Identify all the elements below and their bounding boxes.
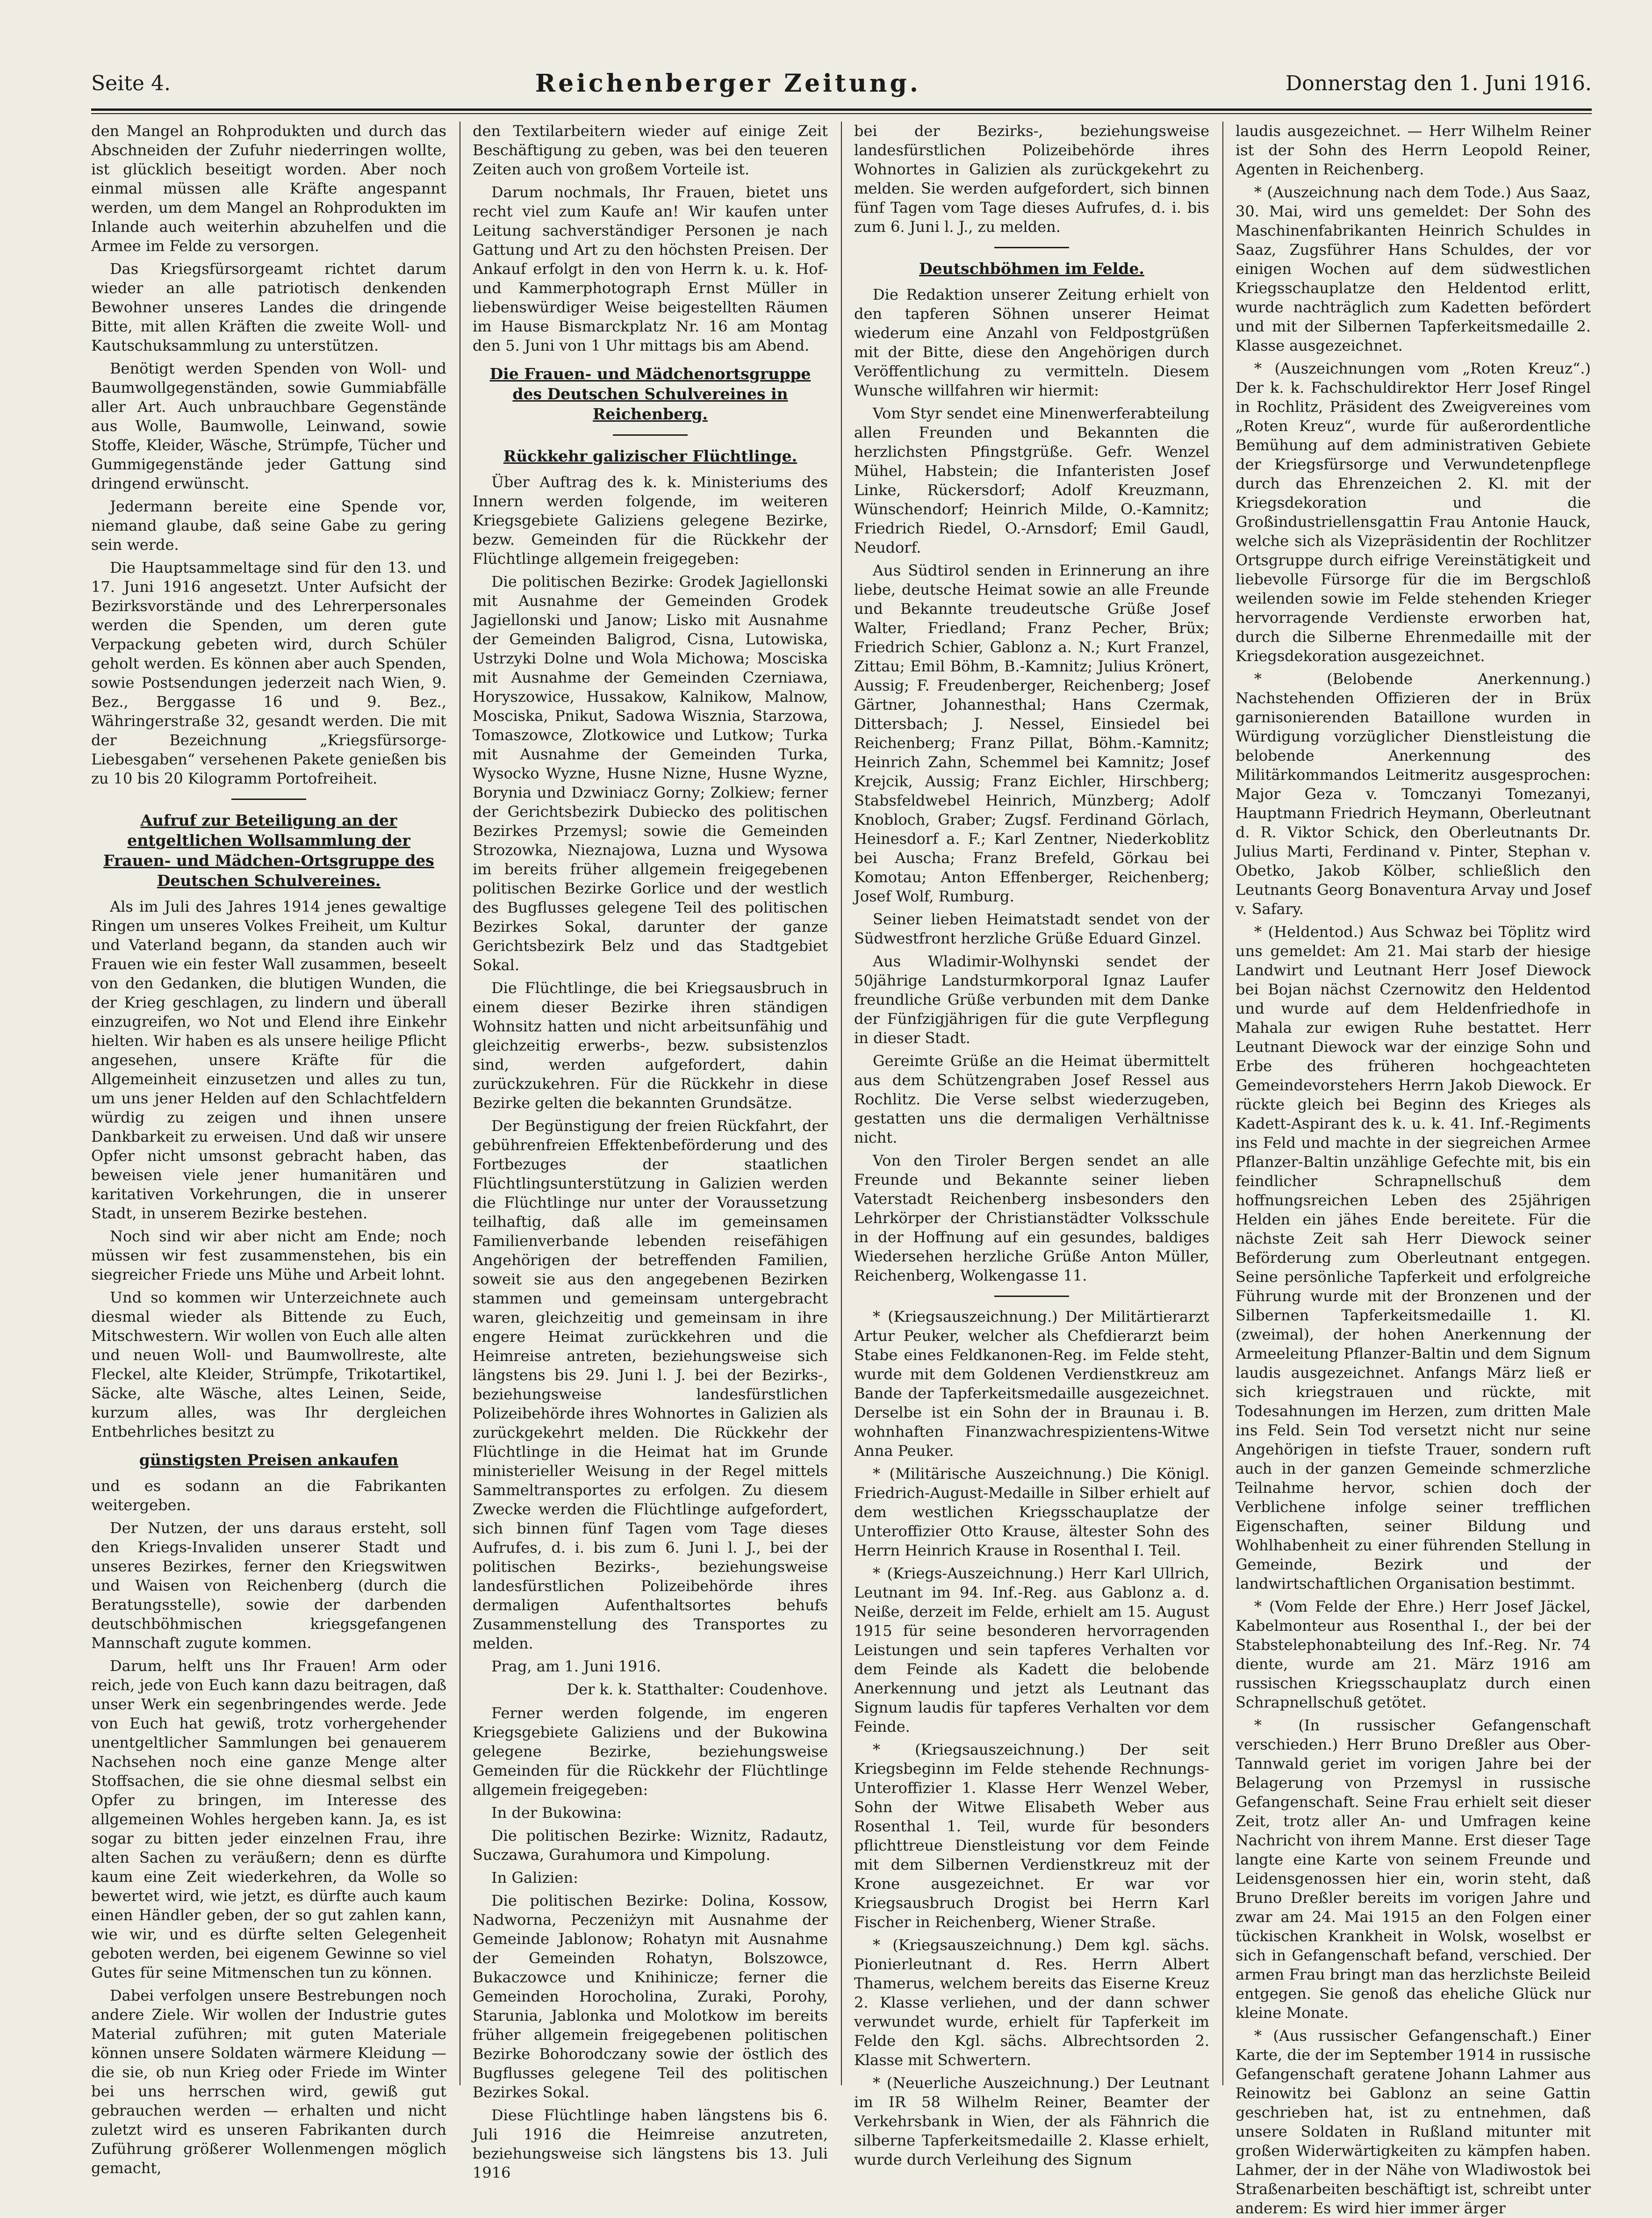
- paragraph: Als im Juli des Jahres 1914 jenes gewaltige Ringen um unseres Volkes Freiheit, um Kultur und Vaterland begann, da standen auch wir Frauen wie ein fester Wall zusammen, beseelt von den Gedanken, die blutigen Wunden, die der Krieg geschlagen, zu lindern und überall einzugreifen, wo Not und Elend ihre Einkehr hielten. Wir haben es als unsere heilige Pflicht angesehen, unsere Kräfte für die Allgemeinheit einzusetzen und alles zu tun, um uns jener Helden auf den Schlachtfeldern würdig zu zeigen und ihnen unsere Dankbarkeit zu erweisen. Und daß wir unsere Opfer nicht umsonst gebracht haben, das beweisen viele jener humanitären und karitativen Vorkehrungen, die in unserer Stadt, in unserem Bezirke bestehen.: [91, 898, 446, 1222]
- paragraph: Das Kriegsfürsorgeamt richtet darum wieder an alle patriotisch denkenden Bewohner unseres Landes die dringende Bitte, mit allen Kräften die zweite Woll- und Kautschuksammlung zu unterstützen.: [91, 260, 446, 354]
- paragraph: Die politischen Bezirke: Dolina, Kossow, Nadworna, Peczeniżyn mit Ausnahme der Gemeinde Jablonow; Rohatyn mit Ausnahme der Gemeinden Rohatyn, Bolszowce, Bukaczowce und Knihinicze; ferner die Gemeinden Horocholina, Zuraki, Porohy, Starunia, Jablonka und Molotkow im bereits früher allgemein freigegebenen politischen Bezirke Bohorodczany sowie der östlich des Bugflusses gelegene Teil des politischen Bezirkes Sokal.: [473, 1892, 828, 2101]
- paragraph: Dabei verfolgen unsere Bestrebungen noch andere Ziele. Wir wollen der Industrie gutes Material zuführen; mit guten Materiale können unsere Soldaten wärmere Kleidung — die sie, ob nun Krieg oder Friede im Winter bei uns herrschen wird, gewiß gut gebrauchen werden — erhalten und nicht zuletzt wird es unseren Fabrikanten durch Zuführung größerer Wollenmengen möglich gemacht,: [91, 1987, 446, 2177]
- signature-line: Der k. k. Statthalter: Coudenhove.: [567, 1680, 828, 1698]
- signature-block: Die Frauen- und Mädchenortsgruppe des Deutschen Schulvereines in Reichenberg.: [489, 365, 811, 423]
- paragraph: Ferner werden folgende, im engeren Kriegsgebiete Galiziens und der Bukowina gelegene Bezirke, beziehungsweise Gemeinden für die Rückkehr der Flüchtlinge allgemein freigegeben:: [473, 1704, 828, 1799]
- paragraph: In der Bukowina:: [491, 1804, 622, 1822]
- paragraph: Die politischen Bezirke: Grodek Jagiellonski mit Ausnahme der Gemeinden Grodek Jagiellonski und Janow; Lisko mit Ausnahme der Gemeinden Baligrod, Cisna, Lutowiska, Ustrzyki Dolne und Wola Michowa; Mosciska mit Ausnahme der Gemeinden Czerniawa, Horyszowice, Hussakow, Kalnikow, Malnow, Mosciska, Pnikut, Sadowa Wisznia, Starzowa, Tomaszowce, Zlotkowice und Lutkow; Turka mit Ausnahme der Gemeinden Turka, Wysocko Wyzne, Husne Nizne, Husne Wyzne, Borynia und Dzwiniacz Gorny; Zolkiew; ferner der Gerichtsbezirk Dubiecko des politischen Bezirkes Przemysl; sowie die Gemeinden Strozowka, Nieznajowa, Luzna und Wysowa im bereits früher allgemein freigegebenen politischen Bezirke Gorlice und der westlich des Bugflusses gelegene Teil des politischen Bezirkes Sokal, darunter der ganze Gerichtsbezirk Belz und das Stadtgebiet Sokal.: [473, 573, 828, 974]
- paragraph: Vom Styr sendet eine Minenwerferabteilung allen Freunden und Bekannten die herzlichsten Pfingstgrüße. Gefr. Wenzel Mühel, Habstein; die Infanteristen Josef Linke, Rückersdorf; Adolf Kreuzmann, Wünschendorf; Heinrich Milde, O.-Kamnitz; Friedrich Riedel, O.-Arnsdorf; Emil Gaudl, Neudorf.: [854, 404, 1209, 556]
- paragraph: Und so kommen wir Unterzeichnete auch diesmal wieder als Bittende zu Euch, Mitschwestern. Wir wollen von Euch alle alten und neuen Woll- und Baumwollreste, alte Fleckel, alte Kleider, Strümpfe, Trikotartikel, Säcke, alte Wäsche, altes Leinen, Seide, kurzum alles, was Ihr dergleichen Entbehrliches besitzt zu: [91, 1289, 446, 1440]
- paragraph: Aus Wladimir-Wolhynski sendet der 50jährige Landsturmkorporal Ignaz Laufer freundliche Grüße verbunden mit dem Danke der Fünfzigjährigen für die gute Verpflegung in dieser Stadt.: [854, 952, 1209, 1047]
- paragraph: Die Hauptsammeltage sind für den 13. und 17. Juni 1916 angesetzt. Unter Aufsicht der Bezirksvorstände und des Lehrerpersonales werden die Spenden, um deren gute Verpackung gebeten wird, durch Schüler geholt werden. Es können aber auch Spenden, sowie Postsendungen jederzeit nach Wien, 9. Bez., Berggasse 16 und 9. Bez., Währingerstraße 32, gesandt werden. Die mit der Bezeichnung „Kriegsfürsorge-Liebesgaben“ versehenen Pakete genießen bis zu 10 bis 20 Kilogramm Portofreiheit.: [91, 559, 446, 787]
- paragraph: Seiner lieben Heimatstadt sendet von der Südwestfront herzliche Grüße Eduard Ginzel.: [854, 910, 1209, 947]
- column-2: [473, 122, 828, 2182]
- paragraph: * (Kriegsauszeichnung.) Dem kgl. sächs. Pionierleutnant d. Res. Herrn Albert Thamerus, welchem bereits das Eiserne Kreuz 2. Klasse verliehen, und der dann schwer verwundet wurde, erhielt für Tapferkeit im Felde den Kgl. sächs. Albrechtsorden 2. Klasse mit Schwertern.: [854, 1936, 1209, 2069]
- page-number: Seite 4.: [91, 71, 171, 95]
- column-1: [91, 122, 446, 2177]
- paragraph: Der Begünstigung der freien Rückfahrt, der gebührenfreien Effektenbeförderung und des Fortbezuges der staatlichen Flüchtlingsunterstützung in Galizien werden die Flüchtlinge nur unter der Voraussetzung teilhaftig, daß alle im gemeinsamen Familienverbande lebenden reisefähigen Angehörigen der betreffenden Familien, soweit sie aus den angegebenen Bezirken stammen und gemeinsam untergebracht waren, gleichzeitig und gemeinsam in ihre engere Heimat zurückkehren und die Heimreise antreten, beziehungsweise sich längstens bis 29. Juni l. J. bei der Bezirks-, beziehungsweise landesfürstlichen Polizeibehörde ihres Wohnortes in Galizien als zurückgekehrt melden. Die Rückkehr der Flüchtlinge in die Heimat hat im Grunde ministerieller Weisung in der Regel mittels Sammeltransportes zu erfolgen. Zu diesem Zwecke werden die Flüchtlinge aufgefordert, sich binnen fünf Tagen vom Tage dieses Aufrufes, d. i. bis zum 6. Juni l. J., bei der politischen Bezirks-, beziehungsweise landesfürstlichen Polizeibehörde ihres dermaligen Aufenthaltsortes behufs Zusammenstellung des Transportes zu melden.: [473, 1117, 828, 1652]
- paragraph: * (Kriegsauszeichnung.) Der seit Kriegsbeginn im Felde stehende Rechnungs-Unteroffizier 1. Klasse Herr Wenzel Weber, Sohn der Witwe Elisabeth Weber aus Rosenthal 1. Teil, wurde für besonders pflichttreue Dienstleistung vor dem Feinde mit dem Silbernen Verdienstkreuz mit der Krone ausgezeichnet. Er war vor Kriegsausbruch Drogist bei Herrn Karl Fischer in Reichenberg, Wiener Straße.: [854, 1741, 1209, 1931]
- paragraph: bei der Bezirks-, beziehungsweise landesfürstlichen Polizeibehörde ihres Wohnortes in Galizien als zurückgekehrt zu melden. Sie werden aufgefordert, sich binnen fünf Tagen vom Tage dieses Aufrufes, d. i. bis zum 6. Juni l. J., zu melden.: [854, 122, 1209, 236]
- paragraph: * (Auszeichnungen vom „Roten Kreuz“.) Der k. k. Fachschuldirektor Herr Josef Ringel in Rochlitz, Präsident des Zweigvereines vom „Roten Kreuz“, wurde für außerordentliche Bemühung auf dem administrativen Gebiete der Kriegsfürsorge und Verwundetenpflege durch das Ehrenzeichen 2. Kl. mit der Kriegsdekoration und die Großindustriellensgattin Frau Antonie Hauck, welche sich als Vizepräsidentin der Rochlitzer Ortsgruppe durch eifrige Vereinstätigkeit und liebevolle Fürsorge für die im Bergschloß weilenden sowie im Felde stehenden Krieger hervorragende Verdienste erworben hat, durch die Silberne Ehrenmedaille mit der Kriegsdekoration ausgezeichnet.: [1235, 360, 1591, 665]
- paragraph: Jedermann bereite eine Spende vor, niemand glaube, daß seine Gabe zu gering sein werde.: [91, 497, 446, 554]
- header-rule: [91, 108, 1592, 111]
- paragraph: * (Vom Felde der Ehre.) Herr Josef Jäckel, Kabelmonteur aus Rosenthal I., der bei der Stabstelephonabteilung des Inf.-Reg. Nr. 74 diente, wurde am 21. März 1916 am russischen Kriegsschauplatz durch einen Schrapnellschuß getötet.: [1235, 1598, 1591, 1711]
- paragraph: Darum nochmals, Ihr Frauen, bietet uns recht viel zum Kaufe an! Wir kaufen unter Leitung sachverständiger Personen je nach Gattung und Art zu den höchsten Preisen. Der Ankauf erfolgt in den von Herrn k. u. k. Hof- und Kammerphotograph Ernst Müller in liebenswürdiger Weise beigestellten Räumen im Hause Bismarckplatz Nr. 16 am Montag den 5. Juni von 1 Uhr mittags bis am Abend.: [473, 183, 828, 354]
- article-heading: Deutschböhmen im Felde.: [919, 259, 1144, 278]
- paragraph: Diese Flüchtlinge haben längstens bis 6. Juli 1916 die Heimreise anzutreten, beziehungsweise sich längstens bis 13. Juli 1916: [473, 2106, 828, 2182]
- article-separator: [231, 799, 306, 800]
- paragraph: * (Aus russischer Gefangenschaft.) Einer Karte, die der im September 1914 in russische Gefangenschaft geratene Johann Lahmer aus Reinowitz bei Gablonz an seine Gattin geschrieben hat, ist zu entnehmen, daß unsere Soldaten in Rußland mitunter mit großen Widerwärtigkeiten zu kämpfen haben. Lahmer, der in der Nähe von Wladiwostok bei Straßenarbeiten beschäftigt ist, schreibt unter anderem: Es wird hier immer ärger: [1235, 2027, 1591, 2217]
- paragraph: Gereimte Grüße an die Heimat übermittelt aus dem Schützengraben Josef Ressel aus Rochlitz. Die Verse selbst wiederzugeben, gestatten uns die dermaligen Verhältnisse nicht.: [854, 1052, 1209, 1146]
- columns: [91, 122, 1592, 2217]
- centered-emphasis: günstigsten Preisen ankaufen: [139, 1451, 399, 1469]
- paragraph: Darum, helft uns Ihr Frauen! Arm oder reich, jede von Euch kann dazu beitragen, daß unser Werk ein segenbringendes werde. Jede von Euch hat gewiß, trotz vorhergehender unentgeltlicher Sammlungen bei genauerem Nachsehen noch eine ganze Menge alter Stoffsachen, die sie ohne diesmal selbst ein Opfer zu bringen, im Interesse des allgemeinen Wohles hergeben kann. Ja, es ist sogar zu bitten jeder einzelnen Frau, ihre alten Sachen zu veräußern; denn es dürfte kaum eine Zeit wiederkehren, da Wolle so bewertet wird, wie jetzt, es dürfte auch kaum einen Händler geben, der so gut zahlen kann, wie wir, und es dürfte selten Gelegenheit geboten werden, bei eigenem Gewinne so viel Gutes für seine Mitmenschen tun zu können.: [91, 1657, 446, 1981]
- column-rule: [841, 122, 842, 2085]
- place-date-line: Prag, am 1. Juni 1916.: [491, 1657, 661, 1675]
- paragraph: Von den Tiroler Bergen sendet an alle Freunde und Bekannte seiner lieben Vaterstadt Reichenberg insbesonders den Lehrkörper der Christianstädter Volksschule in der Hoffnung auf ein gesundes, baldiges Wiedersehen herzliche Grüße Anton Müller, Reichenberg, Wolkengasse 11.: [854, 1152, 1209, 1284]
- issue-date: Donnerstag den 1. Juni 1916.: [1285, 71, 1592, 95]
- column-3: [854, 122, 1209, 2168]
- column-rule: [1222, 122, 1223, 2085]
- paragraph: den Mangel an Rohprodukten und durch das Abschneiden der Zufuhr niederringen wollte, ist glücklich beseitigt worden. Aber noch einmal müssen alle Kräfte angespannt werden, um dem Mangel an Rohprodukten im Inlande auch weiterhin abzuhelfen und die Armee im Felde zu versorgen.: [91, 122, 446, 255]
- paragraph: * (Kriegsauszeichnung.) Der Militärtierarzt Artur Peuker, welcher als Chefdierarzt beim Stabe eines Feldkanonen-Reg. im Felde steht, wurde mit dem Goldenen Verdienstkreuz am Bande der Tapferkeitsmedaille ausgezeichnet. Derselbe ist ein Sohn der in Braunau i. B. wohnhaften Finanzwachrespizientens-Witwe Anna Peuker.: [854, 1308, 1209, 1460]
- paragraph: Die politischen Bezirke: Wiznitz, Radautz, Suczawa, Gurahumora und Kimpolung.: [473, 1827, 828, 1864]
- paragraph: * (In russischer Gefangenschaft verschieden.) Herr Bruno Dreßler aus Ober-Tannwald geriet im vorigen Jahre bei der Belagerung von Przemysl in russische Gefangenschaft. Seine Frau erhielt seit dieser Zeit, trotz aller An- und Umfragen keine Nachricht von ihrem Manne. Erst dieser Tage langte eine Karte von seinem Freunde und Leidensgenossen hier ein, worin steht, daß Bruno Dreßler bereits im vorigen Jahre und zwar am 24. Mai 1915 an den Folgen einer tückischen Krankheit in Wolsk, woselbst er sich in Gefangenschaft befand, verschied. Der armen Frau bringt man das herzlichste Beileid entgegen. Sie genoß das eheliche Glück nur kleine Monate.: [1235, 1716, 1591, 2022]
- paragraph: Über Auftrag des k. k. Ministeriums des Innern werden folgende, im weiteren Kriegsgebiete Galiziens gelegene Bezirke, bezw. Gemeinden für die Rückkehr der Flüchtlinge allgemein freigegeben:: [473, 473, 828, 568]
- paragraph: * (Belobende Anerkennung.) Nachstehenden Offizieren der in Brüx garnisonierenden Bataillone wurden in Würdigung vorzüglicher Dienstleistung die belobende Anerkennung des Militärkommandos Leitmeritz ausgesprochen: Major Geza v. Tomczanyi Tomezanyi, Hauptmann Friedrich Heymann, Oberleutnant d. R. Viktor Schick, den Oberleutnants Dr. Julius Marti, Ferdinand v. Pinter, Stephan v. Obetko, Jakob Kölber, schließlich den Leutnants Georg Bonaventura Arvay und Josef v. Safary.: [1235, 670, 1591, 918]
- paragraph: laudis ausgezeichnet. — Herr Wilhelm Reiner ist der Sohn des Herrn Leopold Reiner, Agenten in Reichenberg.: [1235, 122, 1591, 178]
- article-heading: Aufruf zur Beteiligung an der entgeltlichen Wollsammlung der Frauen- und Mädchen-Ortsgruppe des Deutschen Schulvereines.: [103, 811, 434, 890]
- paragraph: In Galizien:: [491, 1869, 578, 1887]
- article-separator: [994, 1296, 1069, 1297]
- paragraph: Der Nutzen, der uns daraus ersteht, soll den Kriegs-Invaliden unserer Stadt und unseres Bezirkes, ferner den Kriegswitwen und Waisen von Reichenberg (durch die Beratungsstelle), sowie der darbenden deutschböhmischen kriegsgefangenen Mannschaft zugute kommen.: [91, 1519, 446, 1652]
- paragraph: * (Kriegs-Auszeichnung.) Herr Karl Ullrich, Leutnant im 94. Inf.-Reg. aus Gablonz a. d. Neiße, derzeit im Felde, erhielt am 15. August 1915 für seine besonderen hervorragenden Leistungen und sein tapferes Verhalten vor dem Feinde als Kadett die belobende Anerkennung und jetzt als Leutnant das Signum laudis für tapferes Verhalten vor dem Feinde.: [854, 1564, 1209, 1736]
- paragraph: Die Flüchtlinge, die bei Kriegsausbruch in einem dieser Bezirke ihren ständigen Wohnsitz hatten und nicht arbeitsunfähig und gleichzeitig erwerbs-, bezw. subsistenzlos sind, werden aufgefordert, dahin zurückzukehren. Für die Rückkehr in diese Bezirke gelten die bekannten Grundsätze.: [473, 979, 828, 1112]
- paragraph: den Textilarbeitern wieder auf einige Zeit Beschäftigung zu geben, was bei den teueren Zeiten auch von großem Vorteile ist.: [473, 122, 828, 178]
- header-rule-thin: [91, 113, 1592, 114]
- article-heading: Rückkehr galizischer Flüchtlinge.: [503, 447, 797, 465]
- paragraph: * (Militärische Auszeichnung.) Die Königl. Friedrich-August-Medaille in Silber erhielt auf dem westlichen Kriegsschauplatze der Unteroffizier Otto Krause, ältester Sohn des Herrn Heinrich Krause in Rosenthal I. Teil.: [854, 1465, 1209, 1559]
- article-separator: [994, 247, 1069, 248]
- paragraph: Die Redaktion unserer Zeitung erhielt von den tapferen Söhnen unserer Heimat wiederum eine Anzahl von Feldpostgrüßen mit der Bitte, diese den Angehörigen durch Veröffentlichung zu vermitteln. Diesem Wunsche willfahren wir hiermit:: [854, 286, 1209, 399]
- paragraph: Aus Südtirol senden in Erinnerung an ihre liebe, deutsche Heimat sowie an alle Freunde und Bekannte treudeutsche Grüße Josef Walter, Friedland; Franz Pecher, Brüx; Friedrich Schier, Gablonz a. N.; Kurt Franzel, Zittau; Emil Böhm, B.-Kamnitz; Julius Krönert, Aussig; F. Freudenberger, Reichenberg; Josef Gärtner, Johannesthal; Hans Czermak, Dittersbach; J. Nessel, Einsiedel bei Reichenberg; Franz Pillat, Böhm.-Kamnitz; Heinrich Zahn, Schemmel bei Kamnitz; Josef Krejcik, Aussig; Franz Eichler, Hirschberg; Stabsfeldwebel Heinrich, Münzberg; Adolf Knobloch, Graber; Zugsf. Ferdinand Görlach, Heinesdorf a. F.; Karl Zentner, Niederkoblitz bei Auscha; Franz Brefeld, Görkau bei Komotau; Anton Effenberger, Reichenberg; Josef Wolf, Rumburg.: [854, 562, 1209, 905]
- paragraph: Noch sind wir aber nicht am Ende; noch müssen wir fest zusammenstehen, bis ein siegreicher Friede uns Mühe und Arbeit lohnt.: [91, 1227, 446, 1283]
- paragraph: * (Heldentod.) Aus Schwaz bei Töplitz wird uns gemeldet: Am 21. Mai starb der hiesige Landwirt und Leutnant Herr Josef Diewock bei Bojan nächst Czernowitz den Heldentod und wurde auf dem Heldenfriedhofe in Mahala zur ewigen Ruhe bestattet. Herr Leutnant Diewock war der einzige Sohn und Erbe des früheren hochgeachteten Gemeindevorstehers Herrn Jakob Diewock. Er rückte gleich bei Beginn des Krieges als Kadett-Aspirant des k. u. k. 41. Inf.-Regiments ins Feld und machte in der siegreichen Armee Pflanzer-Baltin unzählige Gefechte mit, bis ein feindlicher Schrapnellschuß dem hoffnungsreichen Leben des 25jährigen Helden ein jähes Ende bereitete. Für die nächste Zeit sah Herr Diewock seiner Beförderung zum Oberleutnant entgegen. Seine persönliche Tapferkeit und erfolgreiche Führung wurde mit der Bronzenen und der Silbernen Tapferkeitsmedaille 1. Kl. (zweimal), der hohen Anerkennung der Armeeleitung Pflanzer-Baltin und dem Signum laudis ausgezeichnet. Anfangs März ließ er sich kriegstrauen und rückte, mit Todesahnungen im Herzen, zum dritten Male ins Feld. Sein Tod versetzt nicht nur seine Angehörigen in tiefste Trauer, sondern ruft auch in der ganzen Gemeinde schmerzliche Teilnahme hervor, schien doch der Verblichene infolge seiner trefflichen Eigenschaften, seiner Bildung und Wohlhabenheit zu einer führenden Stellung in Gemeinde, Bezirk und der landwirtschaftlichen Organisation bestimmt.: [1235, 923, 1591, 1592]
- paragraph: * (Neuerliche Auszeichnung.) Der Leutnant im IR 58 Wilhelm Reiner, Beamter der Verkehrsbank in Wien, der als Fähnrich die silberne Tapferkeitsmedaille 2. Klasse erhielt, wurde durch Verleihung des Signum: [854, 2074, 1209, 2168]
- paragraph: * (Auszeichnung nach dem Tode.) Aus Saaz, 30. Mai, wird uns gemeldet: Der Sohn des Maschinenfabrikanten Heinrich Schuldes in Saaz, Zugsführer Hans Schuldes, der vor einigen Wochen auf dem südwestlichen Kriegsschauplatze den Heldentod erlitt, wurde nachträglich zum Kadetten befördert und mit der Silbernen Tapferkeitsmedaille 2. Klasse ausgezeichnet.: [1235, 183, 1591, 354]
- paragraph: Benötigt werden Spenden von Woll- und Baumwollgegenständen, sowie Gummiabfälle aller Art. Auch unbrauchbare Gegenstände aus Wolle, Baumwolle, Leinwand, sowie Stoffe, Kleider, Wäsche, Strümpfe, Tücher und Gummigegenstände jeder Gattung sind dringend erwünscht.: [91, 360, 446, 492]
- article-separator: [613, 434, 688, 436]
- column-4: [1235, 122, 1591, 2217]
- page-header: [91, 60, 1592, 107]
- paragraph: und es sodann an die Fabrikanten weitergeben.: [91, 1477, 446, 1514]
- masthead: Reichenberger Zeitung.: [535, 69, 921, 98]
